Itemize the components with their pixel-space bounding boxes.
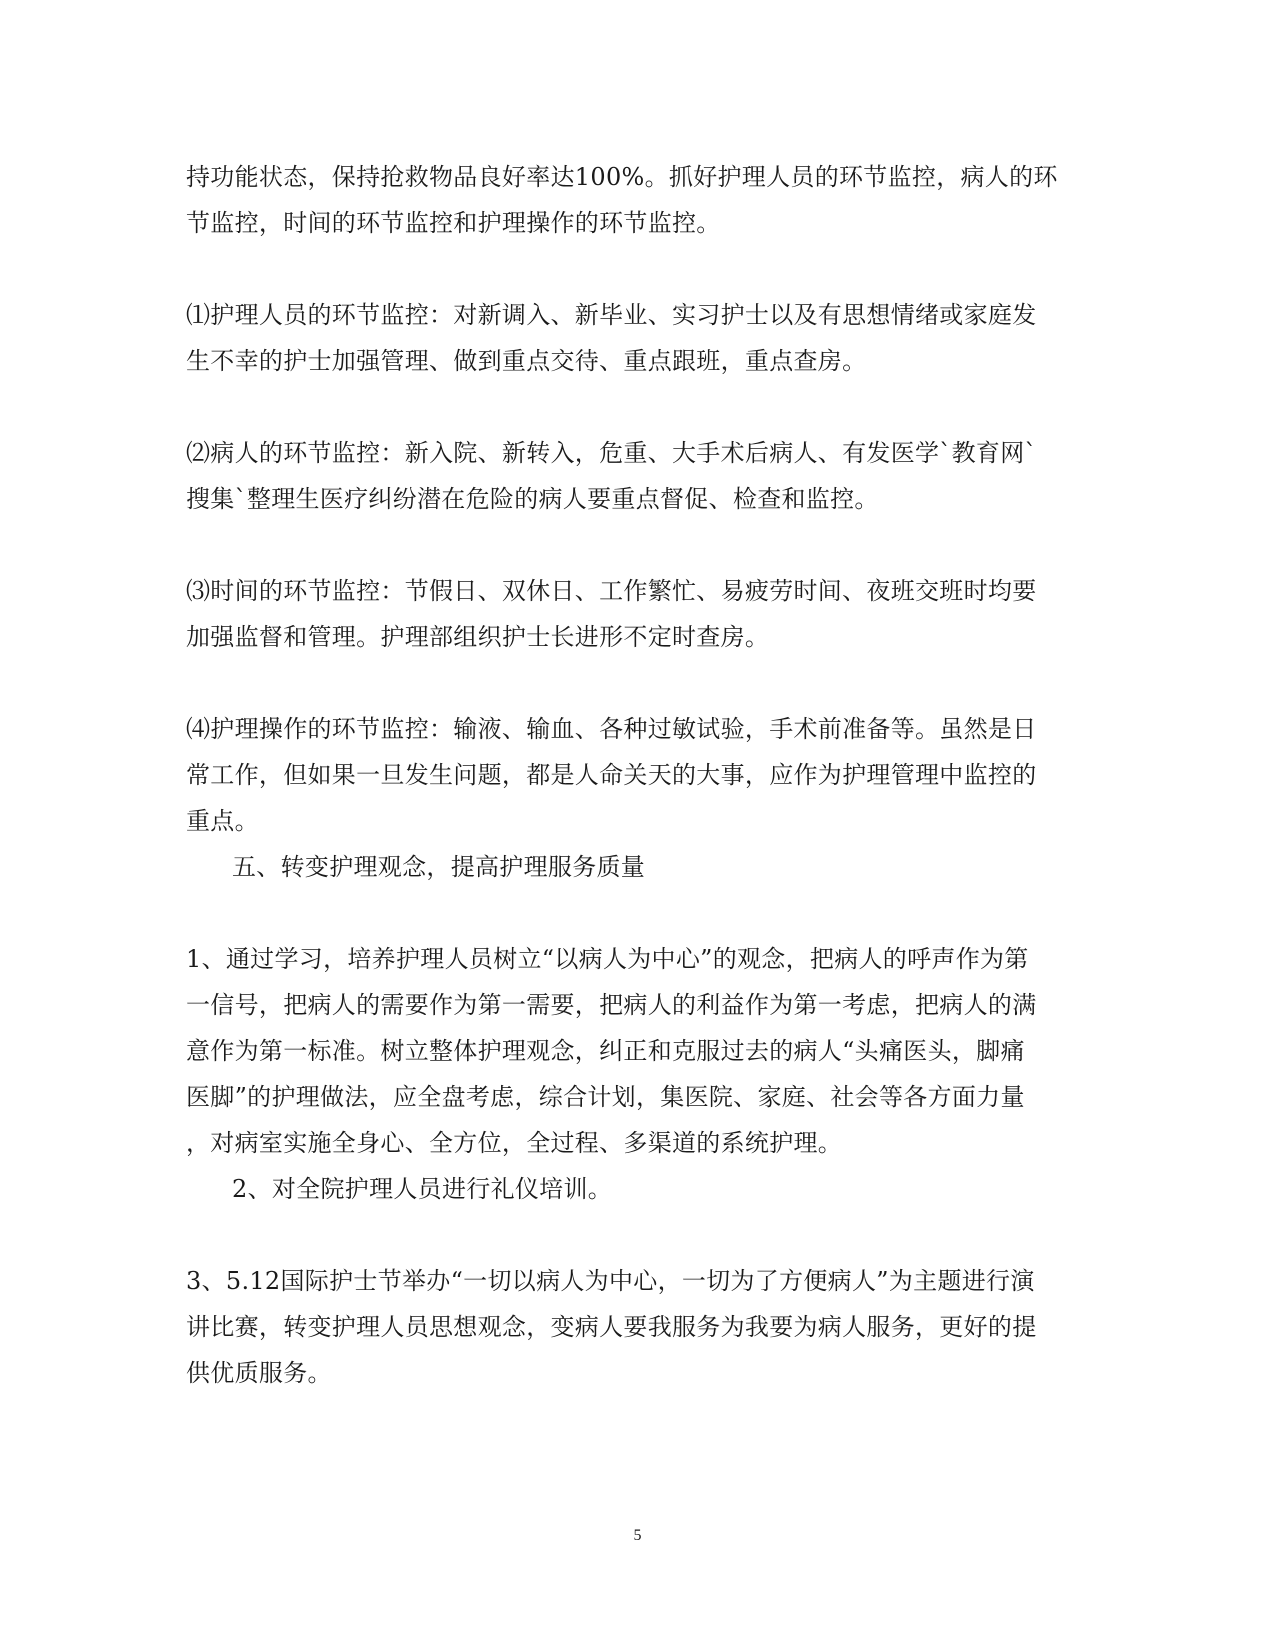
text-line: ，对病室实施全身心、全方位，全过程、多渠道的系统护理。 (186, 1129, 843, 1157)
text-line: 生不幸的护士加强管理、做到重点交待、重点跟班，重点查房。 (186, 347, 867, 375)
text-line: 节监控，时间的环节监控和护理操作的环节监控。 (186, 209, 721, 237)
text-line: 重点。 (186, 807, 259, 835)
text-line: 常工作，但如果一旦发生问题，都是人命关天的大事，应作为护理管理中监控的 (186, 761, 1037, 789)
page-number: 5 (633, 1527, 642, 1544)
text-line: 一信号，把病人的需要作为第一需要，把病人的利益作为第一考虑，把病人的满 (186, 991, 1037, 1019)
text-line: 意作为第一标准。树立整体护理观念，纠正和克服过去的病人“头痛医头，脚痛 (186, 1037, 1025, 1065)
text-line: 供优质服务。 (186, 1359, 332, 1387)
text-line: 3、5.12国际护士节举办“一切以病人为中心，一切为了方便病人”为主题进行演 (186, 1267, 1035, 1295)
text-line: ⑷护理操作的环节监控：输液、输血、各种过敏试验，手术前准备等。虽然是日 (186, 715, 1037, 743)
text-line: 2、对全院护理人员进行礼仪培训。 (232, 1175, 613, 1203)
text-line: 讲比赛，转变护理人员思想观念，变病人要我服务为我要为病人服务，更好的提 (186, 1313, 1037, 1341)
text-line: 1、通过学习，培养护理人员树立“以病人为中心”的观念，把病人的呼声作为第 (186, 945, 1029, 973)
section-heading: 五、转变护理观念，提高护理服务质量 (232, 853, 646, 881)
text-line: 加强监督和管理。护理部组织护士长进形不定时查房。 (186, 623, 770, 651)
text-line: 搜集`整理生医疗纠纷潜在危险的病人要重点督促、检查和监控。 (186, 485, 879, 513)
text-line: ⑶时间的环节监控：节假日、双休日、工作繁忙、易疲劳时间、夜班交班时均要 (186, 577, 1037, 605)
text-line: ⑵病人的环节监控：新入院、新转入，危重、大手术后病人、有发医学`教育网` (186, 439, 1037, 467)
text-line: ⑴护理人员的环节监控：对新调入、新毕业、实习护士以及有思想情绪或家庭发 (186, 301, 1037, 329)
text-line: 持功能状态，保持抢救物品良好率达100%。抓好护理人员的环节监控，病人的环 (186, 163, 1058, 191)
text-line: 医脚”的护理做法，应全盘考虑，综合计划，集医院、家庭、社会等各方面力量 (186, 1083, 1025, 1111)
